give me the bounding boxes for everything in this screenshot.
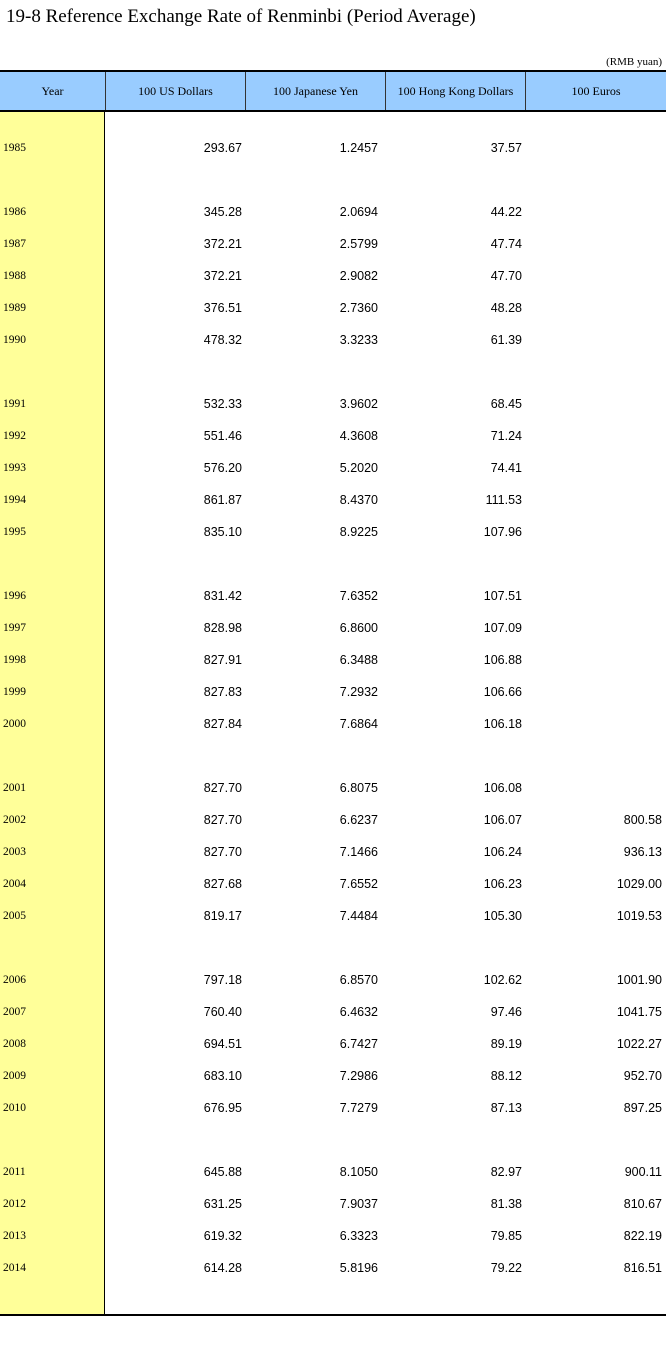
- table-row: [0, 682, 666, 702]
- table-row: [0, 298, 666, 318]
- year-cell: 1994: [3, 494, 26, 506]
- table-row: [0, 1194, 666, 1214]
- table-row: [0, 1226, 666, 1246]
- hkd-cell: 106.23: [483, 877, 522, 891]
- jpy-cell: 7.2986: [339, 1069, 378, 1083]
- usd-cell: 683.10: [203, 1069, 242, 1083]
- usd-cell: 827.84: [203, 717, 242, 731]
- jpy-cell: 6.8570: [339, 973, 378, 987]
- hkd-cell: 107.96: [483, 525, 522, 539]
- usd-cell: 478.32: [203, 333, 242, 347]
- eur-cell: 822.19: [623, 1229, 662, 1243]
- column-header-year: Year: [41, 84, 64, 98]
- table-bottom-rule: [0, 1314, 666, 1316]
- year-cell: 2013: [3, 1230, 26, 1242]
- jpy-cell: 2.5799: [339, 237, 378, 251]
- jpy-cell: 3.3233: [339, 333, 378, 347]
- year-cell: 1991: [3, 398, 26, 410]
- table-row: [0, 842, 666, 862]
- year-cell: 1988: [3, 270, 26, 282]
- hkd-cell: 37.57: [490, 141, 522, 155]
- hkd-cell: 87.13: [490, 1101, 522, 1115]
- jpy-cell: 6.8075: [339, 781, 378, 795]
- usd-cell: 827.83: [203, 685, 242, 699]
- jpy-cell: 7.6864: [339, 717, 378, 731]
- usd-cell: 797.18: [203, 973, 242, 987]
- usd-cell: 372.21: [203, 269, 242, 283]
- usd-cell: 835.10: [203, 525, 242, 539]
- year-cell: 2007: [3, 1006, 26, 1018]
- year-cell: 2005: [3, 910, 26, 922]
- eur-cell: 1029.00: [616, 877, 662, 891]
- eur-cell: 1019.53: [616, 909, 662, 923]
- table-row: [0, 1066, 666, 1086]
- jpy-cell: 7.6352: [339, 589, 378, 603]
- year-cell: 2009: [3, 1070, 26, 1082]
- eur-cell: 800.58: [623, 813, 662, 827]
- year-cell: 1989: [3, 302, 26, 314]
- hkd-cell: 107.51: [483, 589, 522, 603]
- usd-cell: 760.40: [203, 1005, 242, 1019]
- usd-cell: 532.33: [203, 397, 242, 411]
- year-cell: 2012: [3, 1198, 26, 1210]
- table-row: [0, 522, 666, 542]
- jpy-cell: 7.1466: [339, 845, 378, 859]
- table-row: [0, 618, 666, 638]
- usd-cell: 551.46: [203, 429, 242, 443]
- usd-cell: 645.88: [203, 1165, 242, 1179]
- hkd-cell: 106.66: [483, 685, 522, 699]
- usd-cell: 819.17: [203, 909, 242, 923]
- eur-cell: 810.67: [623, 1197, 662, 1211]
- hkd-cell: 106.88: [483, 653, 522, 667]
- year-cell: 1986: [3, 206, 26, 218]
- jpy-cell: 5.2020: [339, 461, 378, 475]
- hkd-cell: 107.09: [483, 621, 522, 635]
- hkd-cell: 106.24: [483, 845, 522, 859]
- year-cell: 1999: [3, 686, 26, 698]
- usd-cell: 827.70: [203, 781, 242, 795]
- column-header-usd: 100 US Dollars: [105, 72, 245, 110]
- year-cell: 2000: [3, 718, 26, 730]
- hkd-cell: 79.85: [490, 1229, 522, 1243]
- table-row: [0, 1002, 666, 1022]
- hkd-cell: 102.62: [483, 973, 522, 987]
- year-cell: 1992: [3, 430, 26, 442]
- hkd-cell: 106.18: [483, 717, 522, 731]
- usd-cell: 372.21: [203, 237, 242, 251]
- table-row: [0, 586, 666, 606]
- table-row: [0, 714, 666, 734]
- page-title: 19-8 Reference Exchange Rate of Renminbi (Period Average): [6, 6, 476, 27]
- year-cell: 2001: [3, 782, 26, 794]
- hkd-cell: 97.46: [490, 1005, 522, 1019]
- table-row: [0, 426, 666, 446]
- jpy-cell: 3.9602: [339, 397, 378, 411]
- year-cell: 1997: [3, 622, 26, 634]
- jpy-cell: 7.6552: [339, 877, 378, 891]
- hkd-cell: 48.28: [490, 301, 522, 315]
- hkd-cell: 81.38: [490, 1197, 522, 1211]
- eur-cell: 1022.27: [616, 1037, 662, 1051]
- jpy-cell: 8.4370: [339, 493, 378, 507]
- hkd-cell: 68.45: [490, 397, 522, 411]
- hkd-cell: 44.22: [490, 205, 522, 219]
- hkd-cell: 74.41: [490, 461, 522, 475]
- table-row: [0, 874, 666, 894]
- jpy-cell: 6.6237: [339, 813, 378, 827]
- usd-cell: 694.51: [203, 1037, 242, 1051]
- table-row: [0, 138, 666, 158]
- year-cell: 1995: [3, 526, 26, 538]
- usd-cell: 576.20: [203, 461, 242, 475]
- table-row: [0, 906, 666, 926]
- usd-cell: 827.70: [203, 845, 242, 859]
- eur-cell: 897.25: [623, 1101, 662, 1115]
- table-row: [0, 266, 666, 286]
- usd-cell: 831.42: [203, 589, 242, 603]
- year-cell: 2004: [3, 878, 26, 890]
- hkd-cell: 47.74: [490, 237, 522, 251]
- table-row: [0, 810, 666, 830]
- table-row: [0, 394, 666, 414]
- hkd-cell: 111.53: [485, 493, 522, 507]
- jpy-cell: 6.3488: [339, 653, 378, 667]
- usd-cell: 827.91: [203, 653, 242, 667]
- eur-cell: 952.70: [623, 1069, 662, 1083]
- usd-cell: 619.32: [203, 1229, 242, 1243]
- eur-cell: 936.13: [623, 845, 662, 859]
- usd-cell: 376.51: [203, 301, 242, 315]
- jpy-cell: 6.4632: [339, 1005, 378, 1019]
- table-row: [0, 490, 666, 510]
- column-header-eur: 100 Euros: [525, 72, 666, 110]
- hkd-cell: 71.24: [490, 429, 522, 443]
- hkd-cell: 88.12: [490, 1069, 522, 1083]
- year-cell: 2006: [3, 974, 26, 986]
- jpy-cell: 2.0694: [339, 205, 378, 219]
- usd-cell: 614.28: [203, 1261, 242, 1275]
- table-row: [0, 330, 666, 350]
- table-row: [0, 1098, 666, 1118]
- table-row: [0, 650, 666, 670]
- hkd-cell: 106.08: [483, 781, 522, 795]
- year-cell: 1993: [3, 462, 26, 474]
- table-row: [0, 970, 666, 990]
- usd-cell: 827.70: [203, 813, 242, 827]
- year-cell: 2003: [3, 846, 26, 858]
- table-row: [0, 1034, 666, 1054]
- usd-cell: 345.28: [203, 205, 242, 219]
- year-cell: 1990: [3, 334, 26, 346]
- usd-cell: 676.95: [203, 1101, 242, 1115]
- year-cell: 1998: [3, 654, 26, 666]
- year-cell: 2002: [3, 814, 26, 826]
- table-row: [0, 202, 666, 222]
- usd-cell: 631.25: [203, 1197, 242, 1211]
- column-header-jpy: 100 Japanese Yen: [245, 72, 385, 110]
- jpy-cell: 8.1050: [339, 1165, 378, 1179]
- hkd-cell: 82.97: [490, 1165, 522, 1179]
- jpy-cell: 6.7427: [339, 1037, 378, 1051]
- table-row: [0, 458, 666, 478]
- usd-cell: 293.67: [203, 141, 242, 155]
- hkd-cell: 79.22: [490, 1261, 522, 1275]
- jpy-cell: 4.3608: [339, 429, 378, 443]
- jpy-cell: 1.2457: [339, 141, 378, 155]
- eur-cell: 1001.90: [616, 973, 662, 987]
- table-row: [0, 1162, 666, 1182]
- jpy-cell: 5.8196: [339, 1261, 378, 1275]
- hkd-cell: 47.70: [490, 269, 522, 283]
- table-header: [0, 70, 666, 112]
- hkd-cell: 89.19: [490, 1037, 522, 1051]
- hkd-cell: 106.07: [483, 813, 522, 827]
- year-cell: 1985: [3, 142, 26, 154]
- table-row: [0, 1258, 666, 1278]
- unit-label: (RMB yuan): [606, 56, 662, 68]
- jpy-cell: 6.3323: [339, 1229, 378, 1243]
- jpy-cell: 6.8600: [339, 621, 378, 635]
- hkd-cell: 61.39: [490, 333, 522, 347]
- jpy-cell: 7.2932: [339, 685, 378, 699]
- jpy-cell: 2.9082: [339, 269, 378, 283]
- jpy-cell: 7.7279: [339, 1101, 378, 1115]
- jpy-cell: 7.9037: [339, 1197, 378, 1211]
- hkd-cell: 105.30: [483, 909, 522, 923]
- eur-cell: 900.11: [624, 1165, 662, 1179]
- jpy-cell: 2.7360: [339, 301, 378, 315]
- usd-cell: 828.98: [203, 621, 242, 635]
- eur-cell: 816.51: [623, 1261, 662, 1275]
- jpy-cell: 7.4484: [339, 909, 378, 923]
- jpy-cell: 8.9225: [339, 525, 378, 539]
- year-cell: 2011: [3, 1166, 26, 1178]
- year-cell: 2008: [3, 1038, 26, 1050]
- year-cell: 2014: [3, 1262, 26, 1274]
- column-header-hkd: 100 Hong Kong Dollars: [385, 72, 525, 110]
- year-cell: 1996: [3, 590, 26, 602]
- year-cell: 1987: [3, 238, 26, 250]
- table-row: [0, 234, 666, 254]
- eur-cell: 1041.75: [616, 1005, 662, 1019]
- usd-cell: 861.87: [203, 493, 242, 507]
- year-cell: 2010: [3, 1102, 26, 1114]
- usd-cell: 827.68: [203, 877, 242, 891]
- table-row: [0, 778, 666, 798]
